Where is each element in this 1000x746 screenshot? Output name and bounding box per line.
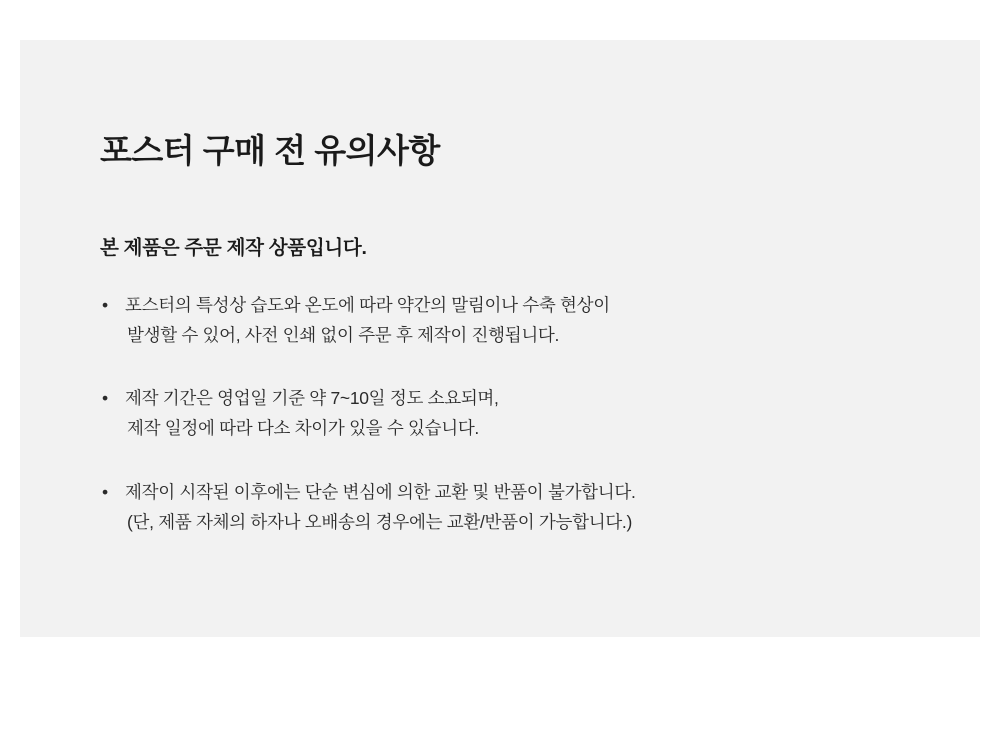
list-item-line-2: (단, 제품 자체의 하자나 오배송의 경우에는 교환/반품이 가능합니다.): [127, 511, 633, 532]
bullet-dot-icon: •: [102, 388, 108, 409]
bullet-dot-icon: •: [102, 295, 108, 316]
list-item-line-2: 발생할 수 있어, 사전 인쇄 없이 주문 후 제작이 진행됩니다.: [127, 325, 560, 346]
notice-bullet-list: [100, 290, 920, 537]
list-item-line-2: 제작 일정에 따라 다소 차이가 있을 수 있습니다.: [127, 418, 479, 439]
list-item-line-1: 제작이 시작된 이후에는 단순 변심에 의한 교환 및 반품이 불가합니다.: [125, 481, 636, 502]
page-title: 포스터 구매 전 유의사항: [100, 132, 440, 169]
list-item: [100, 383, 920, 443]
list-item-line-1: 포스터의 특성상 습도와 온도에 따라 약간의 말림이나 수축 현상이: [125, 295, 610, 316]
list-item: [100, 290, 920, 350]
list-item-line-1: 제작 기간은 영업일 기준 약 7~10일 정도 소요되며,: [125, 388, 499, 409]
notice-content: [100, 130, 920, 537]
list-item: [100, 477, 920, 537]
notice-panel: [20, 40, 980, 637]
bullet-dot-icon: •: [102, 481, 108, 502]
notice-subtitle: 본 제품은 주문 제작 상품입니다.: [100, 236, 367, 259]
